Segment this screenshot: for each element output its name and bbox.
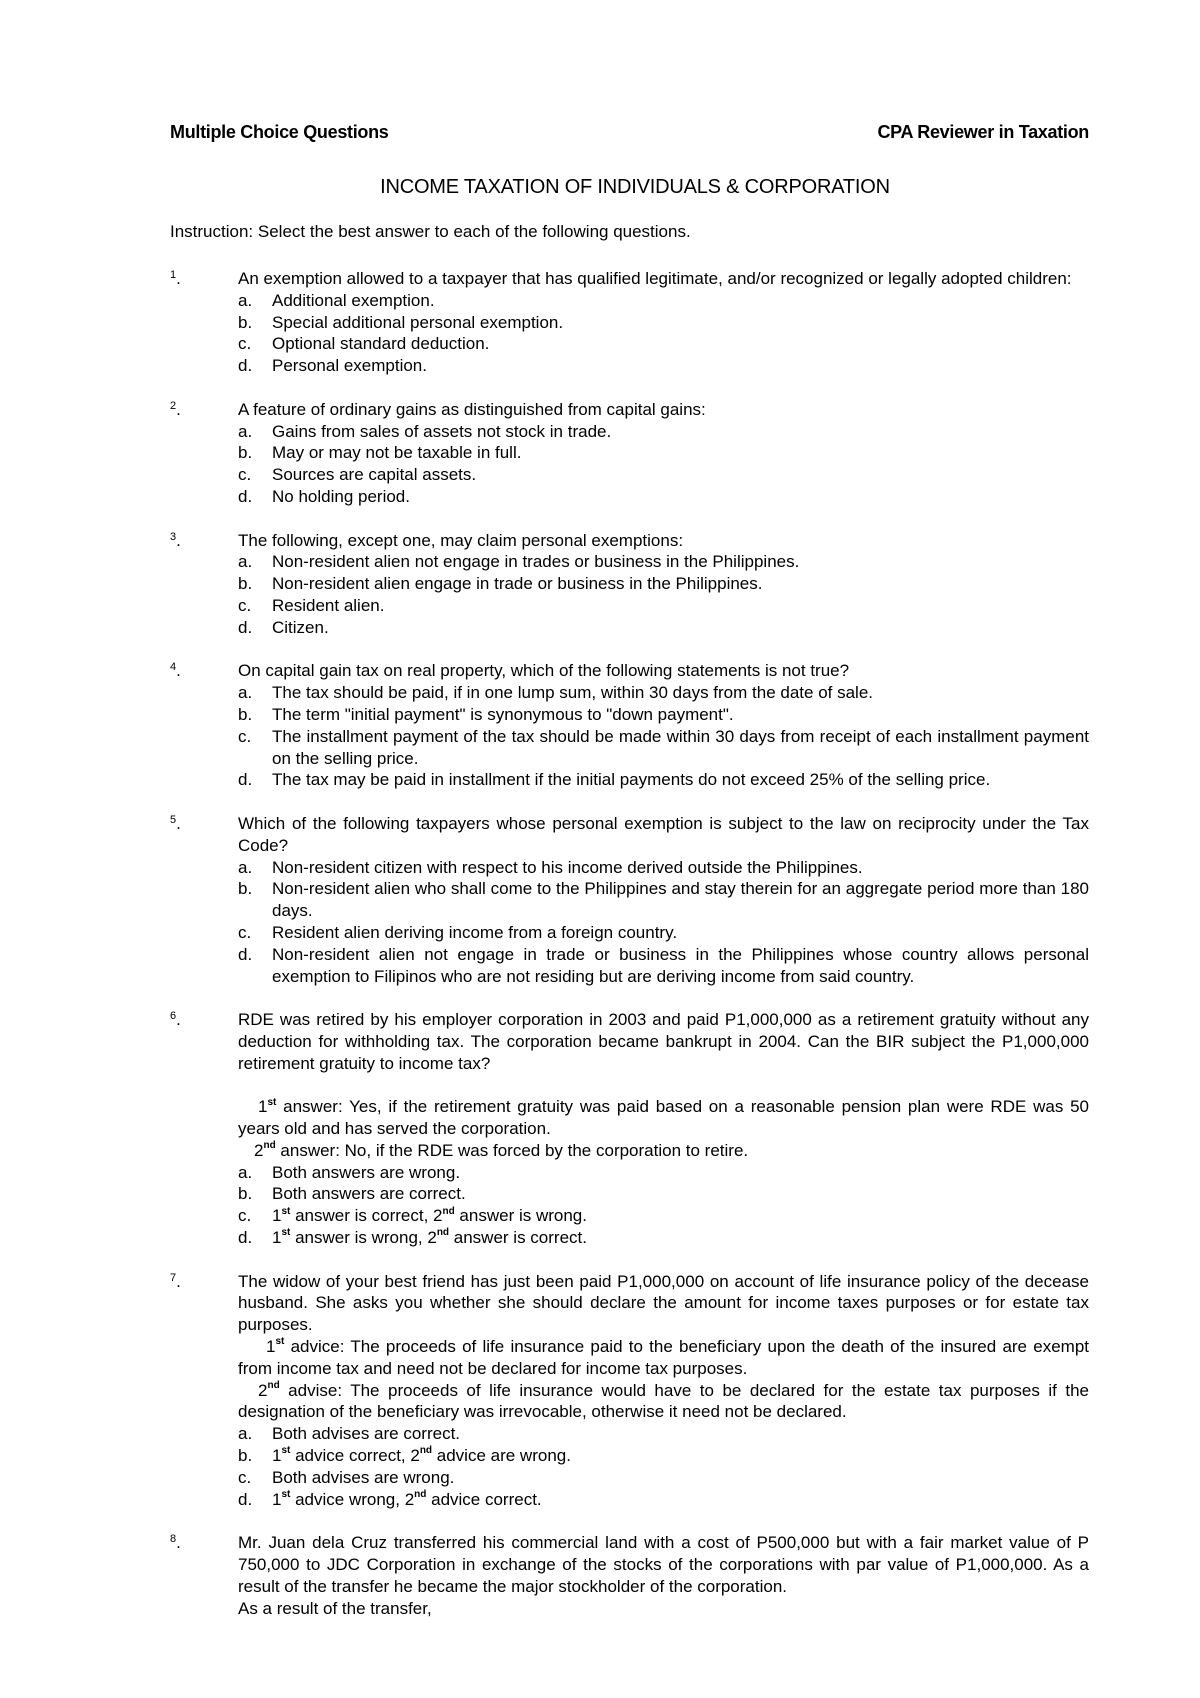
option-c <box>238 333 1089 355</box>
answer-text: answer: Yes, if the retirement gratuity was paid based on a reasonable pension plan were RDE was 50 years old and has served the corporation. <box>238 1097 1089 1139</box>
ordinal-suffix: st <box>267 1096 277 1108</box>
option-text: No holding period. <box>272 486 410 506</box>
ordinal-number: 1 <box>272 1489 282 1509</box>
option-text: advice correct, 2 <box>290 1446 420 1466</box>
option-b <box>238 442 1089 464</box>
option-letter: d. <box>238 770 253 790</box>
second-answer <box>238 1140 1089 1162</box>
question-8 <box>170 1532 1089 1619</box>
option-letter: b. <box>238 312 253 332</box>
ordinal-number: 2 <box>254 1140 264 1160</box>
option-c <box>238 726 1089 770</box>
option-b <box>238 573 1089 595</box>
ordinal-suffix: st <box>281 1488 291 1500</box>
question-number: 2 . <box>170 393 181 418</box>
option-letter: b. <box>238 879 253 899</box>
question-stem: Mr. Juan dela Cruz transferred his commercial land with a cost of P500,000 but with a fair market value of P 750,000 to JDC Corporation in exchange of the stocks of the corporations with par value of P1,000,000. As a result of the transfer he became the major stockholder of the corporation. <box>238 1533 1089 1596</box>
ordinal-suffix: nd <box>442 1205 455 1217</box>
option-text: answer is correct, 2 <box>290 1206 443 1226</box>
option-c <box>238 595 1089 617</box>
option-text: Gains from sales of assets not stock in trade. <box>272 421 612 441</box>
option-letter: b. <box>238 574 253 594</box>
question-number: 4 . <box>170 654 181 679</box>
ordinal-suffix: nd <box>414 1488 427 1500</box>
option-a <box>238 857 1089 879</box>
question-number: 1 . <box>170 262 181 287</box>
question-7 <box>170 1271 1089 1511</box>
ordinal-number: 1 <box>266 1337 276 1357</box>
page-header <box>170 122 1089 146</box>
option-text: Optional standard deduction. <box>272 334 490 354</box>
question-stem: RDE was retired by his employer corporation in 2003 and paid P1,000,000 as a retirement gratuity without any deduction for withholding tax. The corporation became bankrupt in 2004. Can the BIR subject the P1,000,000 retirement gratuity to income tax? <box>238 1010 1089 1073</box>
option-letter: b. <box>238 443 253 463</box>
option-c <box>238 1205 1089 1227</box>
question-stem: An exemption allowed to a taxpayer that has qualified legitimate, and/or recognized or legally adopted children: <box>238 269 1072 288</box>
option-b <box>238 1183 1089 1205</box>
option-letter: d. <box>238 617 253 637</box>
option-text: answer is correct. <box>449 1228 587 1248</box>
option-a <box>238 421 1089 443</box>
option-text: answer is wrong. <box>454 1206 587 1226</box>
option-text: Additional exemption. <box>272 290 435 310</box>
ordinal-suffix: nd <box>419 1445 433 1457</box>
first-advice <box>238 1336 1089 1380</box>
option-text: Non-resident citizen with respect to his income derived outside the Philippines. <box>272 857 863 877</box>
option-a <box>238 1423 1089 1445</box>
question-5 <box>170 813 1089 987</box>
header-right: CPA Reviewer in Taxation <box>877 122 1089 142</box>
option-text: answer is wrong, 2 <box>290 1228 437 1248</box>
option-letter: c. <box>238 334 252 354</box>
option-b <box>238 878 1089 922</box>
question-2 <box>170 399 1089 508</box>
option-text: Personal exemption. <box>272 356 427 376</box>
question-number: 7 . <box>170 1265 181 1290</box>
option-letter: a. <box>238 290 253 310</box>
question-3 <box>170 530 1089 639</box>
ordinal-number: 1 <box>258 1097 268 1117</box>
option-text: May or may not be taxable in full. <box>272 443 522 463</box>
option-text: Non-resident alien not engage in trades or business in the Philippines. <box>272 552 800 572</box>
option-text: The tax should be paid, if in one lump sum, within 30 days from the date of sale. <box>272 683 874 703</box>
option-text: Citizen. <box>272 617 329 637</box>
option-letter: c. <box>238 1206 252 1226</box>
option-d <box>238 1489 1089 1511</box>
option-text: Both advises are correct. <box>272 1424 461 1444</box>
question-stem: The following, except one, may claim personal exemptions: <box>238 530 684 550</box>
ordinal-number: 2 <box>258 1380 268 1400</box>
option-b <box>238 704 1089 726</box>
header-left: Multiple Choice Questions <box>170 122 389 142</box>
option-letter: a. <box>238 1162 253 1182</box>
question-1 <box>170 268 1089 377</box>
option-text: Sources are capital assets. <box>272 465 477 485</box>
instruction: Instruction: Select the best answer to each of the following questions. <box>170 222 691 241</box>
option-text: Resident alien deriving income from a foreign country. <box>272 922 678 942</box>
option-letter: d. <box>238 356 253 376</box>
option-text: advice are wrong. <box>432 1446 571 1466</box>
advice-text: advice: The proceeds of life insurance paid to the beneficiary upon the death of the insured are exempt from income tax and need not be declared for income tax purposes. <box>238 1337 1089 1378</box>
ordinal-number: 1 <box>272 1206 282 1226</box>
option-text: Special additional personal exemption. <box>272 312 564 332</box>
option-letter: b. <box>238 1446 253 1466</box>
option-letter: a. <box>238 421 253 441</box>
option-a <box>238 290 1089 312</box>
question-stem: The widow of your best friend has just been paid P1,000,000 on account of life insurance policy of the decease husband. She asks you whether she should declare the amount for income taxes purposes or for estate tax purposes. <box>238 1271 1089 1335</box>
option-b <box>238 312 1089 334</box>
question-number: 8 . <box>170 1526 181 1551</box>
questions-list <box>170 268 1089 1641</box>
ordinal-suffix: st <box>275 1336 285 1348</box>
document-title: INCOME TAXATION OF INDIVIDUALS & CORPORATION <box>380 176 890 198</box>
option-d <box>238 486 1089 508</box>
question-stem-continued: As a result of the transfer, <box>238 1598 432 1618</box>
option-letter: c. <box>238 1467 252 1487</box>
option-c <box>238 464 1089 486</box>
option-text: Both answers are correct. <box>272 1184 466 1204</box>
option-text: Non-resident alien who shall come to the Philippines and stay therein for an aggregate period more than 180 days. <box>272 879 1089 921</box>
option-text: Non-resident alien not engage in trade or business in the Philippines whose country allows personal exemption to Filipinos who are not residing but are deriving income from said country. <box>272 944 1089 986</box>
option-text: The installment payment of the tax should be made within 30 days from receipt of each installment payment on the selling price. <box>272 726 1089 768</box>
ordinal-suffix: nd <box>263 1140 276 1152</box>
option-c <box>238 922 1089 944</box>
option-a <box>238 551 1089 573</box>
option-letter: c. <box>238 922 252 942</box>
question-stem: A feature of ordinary gains as distinguished from capital gains: <box>238 399 706 419</box>
option-letter: d. <box>238 486 253 506</box>
ordinal-number: 1 <box>272 1446 282 1466</box>
question-number: 5 . <box>170 807 181 832</box>
option-letter: d. <box>238 944 253 964</box>
second-advice <box>238 1380 1089 1424</box>
option-a <box>238 1162 1089 1184</box>
option-b <box>238 1445 1089 1467</box>
advice-text: advise: The proceeds of life insurance would have to be declared for the estate tax purposes if the designation of the beneficiary was irrevocable, otherwise it need not be declared. <box>238 1380 1089 1422</box>
ordinal-suffix: st <box>281 1227 291 1239</box>
spacer <box>238 1074 1089 1096</box>
option-letter: c. <box>238 465 252 485</box>
answer-text: answer: No, if the RDE was forced by the corporation to retire. <box>275 1140 749 1160</box>
option-a <box>238 682 1089 704</box>
option-letter: a. <box>238 552 253 572</box>
option-letter: c. <box>238 595 252 615</box>
option-letter: a. <box>238 1424 253 1444</box>
option-d <box>238 944 1089 988</box>
first-answer <box>238 1096 1089 1140</box>
option-letter: a. <box>238 683 253 703</box>
question-stem: On capital gain tax on real property, which of the following statements is not true? <box>238 661 850 681</box>
option-text: Both answers are wrong. <box>272 1162 461 1182</box>
option-text: The tax may be paid in installment if the initial payments do not exceed 25% of the selling price. <box>272 770 991 790</box>
question-4 <box>170 660 1089 791</box>
option-c <box>238 1467 1089 1489</box>
option-text: Both advises are wrong. <box>272 1467 455 1487</box>
option-text: Non-resident alien engage in trade or business in the Philippines. <box>272 574 763 594</box>
ordinal-number: 1 <box>272 1228 282 1248</box>
option-text: Resident alien. <box>272 595 385 615</box>
option-text: The term "initial payment" is synonymous to "down payment". <box>272 704 734 724</box>
question-6 <box>170 1009 1089 1249</box>
question-number: 6 . <box>170 1003 181 1028</box>
option-letter: d. <box>238 1489 253 1509</box>
option-text: advice wrong, 2 <box>290 1489 415 1509</box>
option-letter: c. <box>238 726 252 746</box>
option-text: advice correct. <box>426 1489 542 1509</box>
question-stem: Which of the following taxpayers whose personal exemption is subject to the law on reciprocity under the Tax Code? <box>238 813 1089 855</box>
option-letter: a. <box>238 857 253 877</box>
ordinal-suffix: nd <box>436 1227 450 1239</box>
option-letter: b. <box>238 1184 253 1204</box>
ordinal-suffix: st <box>281 1445 291 1457</box>
question-number: 3 . <box>170 524 181 549</box>
option-d <box>238 617 1089 639</box>
option-d <box>238 769 1089 791</box>
ordinal-suffix: nd <box>267 1379 280 1391</box>
ordinal-suffix: st <box>281 1205 291 1217</box>
option-d <box>238 1227 1089 1249</box>
option-letter: d. <box>238 1228 253 1248</box>
option-letter: b. <box>238 704 253 724</box>
option-d <box>238 355 1089 377</box>
